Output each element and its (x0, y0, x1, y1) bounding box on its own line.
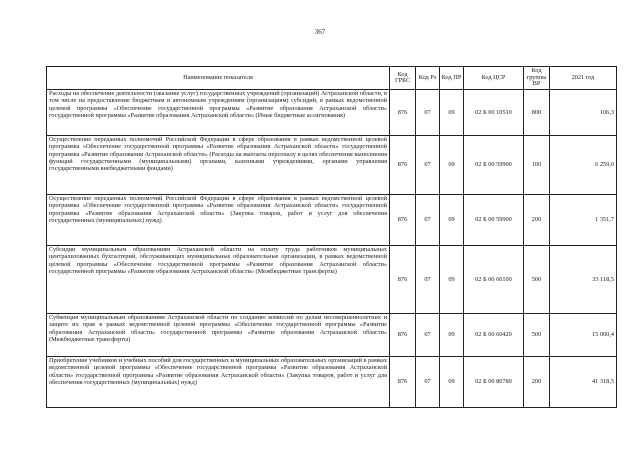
row-name: Субсидии муниципальным образованиям Астраханской области на оплату труда работников муниципальных централизованных бухгалтерий, обслуживающих муниципальные образовательные организации, в рамках ведомственной целевой программы «Обеспечение государственной программы «Развитие образования Астраханской области» государственной программы «Развитие образования Астраханской области» (Межбюджетные трансферты) (47, 246, 390, 314)
row-vr: 800 (524, 90, 550, 136)
row-pr: 09 (440, 90, 464, 136)
row-amount: 15 000,4 (550, 314, 617, 357)
row-grbs: 876 (390, 314, 416, 357)
page-number: 367 (314, 28, 326, 36)
row-pr: 09 (440, 357, 464, 408)
row-pr: 09 (440, 136, 464, 195)
budget-table (46, 66, 617, 408)
row-name: Приобретение учебников и учебных пособий для государственных и муниципальных образовательных организаций в рамках ведомственной целевой программы «Обеспечение государственной программы «Развитие образования Астраханской области» государственной программы «Развитие образования Астраханской области» (Закупка товаров, работ и услуг для обеспечения государственных (муниципальных) нужд) (47, 357, 390, 408)
row-amount: 41 318,5 (550, 357, 617, 408)
table-row (47, 136, 617, 195)
row-vr: 500 (524, 314, 550, 357)
row-rz: 07 (416, 90, 440, 136)
table-row (47, 195, 617, 246)
row-rz: 07 (416, 136, 440, 195)
row-vr: 200 (524, 357, 550, 408)
table-row (47, 357, 617, 408)
row-csr: 02 Б 00 60420 (464, 314, 524, 357)
header-pr: Код ПР (440, 67, 464, 90)
row-rz: 07 (416, 246, 440, 314)
row-csr: 02 Б 00 60100 (464, 246, 524, 314)
row-name: Субвенция муниципальным образованиям Астраханской области по созданию комиссий по делам несовершеннолетних и защите их прав в рамках ведомственной целевой программы «Обеспечение государственной программы «Развитие образования Астраханской области» государственной программы «Развитие образования Астраханской области» (Межбюджетные трансферты) (47, 314, 390, 357)
row-amount: 106,3 (550, 90, 617, 136)
row-amount: 33 118,5 (550, 246, 617, 314)
header-vr: Код группы ВР (524, 67, 550, 90)
header-indicator-name: Наименование показателя (47, 67, 390, 90)
row-grbs: 876 (390, 136, 416, 195)
table-row (47, 90, 617, 136)
row-name: Осуществление переданных полномочий Российской Федерации в сфере образования в рамках ведомственной целевой программы «Обеспечение государственной программы «Развитие образования Астраханской области» государственной программы «Развитие образования Астраханской области» (Расходы на выплаты персоналу в целях обеспечения выполнения функций государственными (муниципальными) органами, казенными учреждениями, органами управления государственными внебюджетными фондами) (47, 136, 390, 195)
table-row (47, 314, 617, 357)
header-rz: Код Рз (416, 67, 440, 90)
row-csr: 02 Б 00 59900 (464, 136, 524, 195)
table-row (47, 246, 617, 314)
header-year-2021: 2021 год (550, 67, 617, 90)
header-csr: Код ЦСР (464, 67, 524, 90)
row-grbs: 876 (390, 90, 416, 136)
row-rz: 07 (416, 195, 440, 246)
row-pr: 09 (440, 314, 464, 357)
row-name: Осуществление переданных полномочий Российской Федерации в сфере образования в рамках ведомственной целевой программы «Обеспечение государственной программы «Развитие образования Астраханской области» государственной программы «Развитие образования Астраханской области» (Закупка товаров, работ и услуг для обеспечения государственных (муниципальных) нужд) (47, 195, 390, 246)
row-grbs: 876 (390, 195, 416, 246)
row-csr: 02 Б 00 10510 (464, 90, 524, 136)
row-amount: 1 351,7 (550, 195, 617, 246)
row-csr: 02 Б 00 59900 (464, 195, 524, 246)
row-rz: 07 (416, 357, 440, 408)
row-grbs: 876 (390, 246, 416, 314)
row-vr: 500 (524, 246, 550, 314)
row-amount: 6 259,0 (550, 136, 617, 195)
row-rz: 07 (416, 314, 440, 357)
row-pr: 09 (440, 246, 464, 314)
header-grbs: Код ГРБС (390, 67, 416, 90)
row-grbs: 876 (390, 357, 416, 408)
table-header-row (47, 67, 617, 90)
row-pr: 09 (440, 195, 464, 246)
row-vr: 200 (524, 195, 550, 246)
row-csr: 02 Б 00 80780 (464, 357, 524, 408)
row-vr: 100 (524, 136, 550, 195)
row-name: Расходы на обеспечение деятельности (оказание услуг) государственных учреждений (организаций) Астраханской области, в том числе на предоставление бюджетным и автономным учреждениям (организациям) субсидий, в рамках ведомственной целевой программы «Обеспечение государственной программы «Развитие образования Астраханской области» государственной программы «Развитие образования Астраханской области» (Иные бюджетные ассигнования) (47, 90, 390, 136)
